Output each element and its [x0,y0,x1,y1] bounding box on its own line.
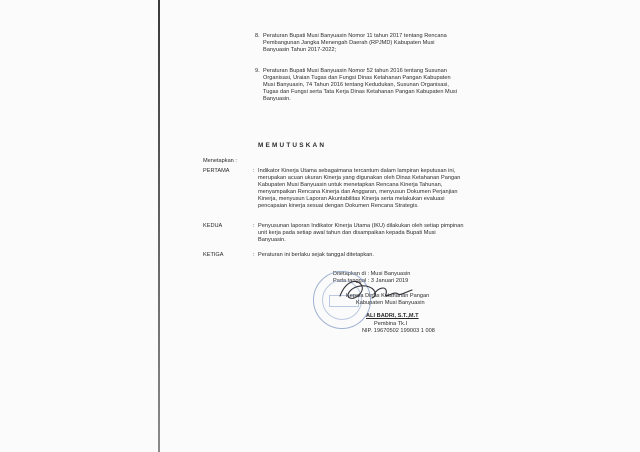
official-name: ALI BADRI, S.T.,M.T [366,313,419,319]
item-9-line-1: Peraturan Bupati Musi Banyuasin Nomor 52 tahun 2016 tentang Susunan [263,68,447,74]
pertama-label: PERTAMA [203,168,230,174]
menetapkan-label: Menetapkan : [203,158,237,164]
pertama-line-2: merupakan acuan ukuran Kinerja yang digunakan oleh Dinas Ketahanan Pangan [258,175,461,181]
ketiga-label: KETIGA [203,252,224,258]
handwritten-signature [336,272,416,306]
item-9-line-2: Organisasi, Uraian Tugas dan Fungsi Dinas Ketahanan Pangan Kabupaten [263,75,451,81]
date-line: Pada tanggal : 3 Januari 2019 [333,278,409,284]
kedua-line-1: Penyusunan laporan Indikator Kinerja Utama (IKU) dilakukan oleh setiap pimpinan [258,223,464,229]
pertama-line-5: Kinerja, menyusun Laporan Akuntabilitas Kinerja serta melakukan evaluasi [258,196,445,202]
pertama-line-3: Kabupaten Musi Banyuasin untuk menetapkan Rencana Kinerja Tahunan, [258,182,443,188]
decision-heading: MEMUTUSKAN [258,142,327,149]
item-9-line-5: Banyuasin. [263,96,291,102]
item-8-line-3: Banyuasin Tahun 2017-2022; [263,47,337,53]
office-line-1: Kepala Dinas Ketahanan Pangan [346,293,430,299]
kedua-colon: : [253,223,255,229]
item-8-line-2: Pembangunan Jangka Menengah Daerah (RPJMD) Kabupaten Musi [263,40,435,46]
item-9-number: 9. [255,68,260,74]
pertama-colon: : [253,168,255,174]
pertama-line-4: menyampaikan Rencana Kinerja dan Anggaran, menyusun Dokumen Perjanjian [258,189,458,195]
kedua-line-2: unit kerja pada setiap awal tahun dan disampaikan kepada Bupati Musi [258,230,436,236]
scan-shadow-edge [158,0,160,452]
pertama-line-1: Indikator Kinerja Utama sebagaimana tercantum dalam lampiran keputusan ini, [258,168,456,174]
pertama-line-6: pencapaian kinerja sesuai dengan Dokumen Rencana Strategis. [258,203,419,209]
official-nip: NIP. 19670502 199003 1 008 [362,328,435,334]
kedua-line-3: Banyuasin. [258,237,286,243]
official-rank: Pembina Tk.I [374,321,408,327]
kedua-label: KEDUA [203,223,223,229]
item-9-line-3: Musi Banyuasin, 74 Tahun 2016 tentang Kedudukan, Susunan Organisasi, [263,82,449,88]
item-8-number: 8. [255,33,260,39]
office-line-2: Kabupaten Musi Banyuasin [356,300,425,306]
item-9-line-4: Tugas dan Fungsi serta Tata Kerja Dinas Ketahanan Pangan Kabupaten Musi [263,89,457,95]
place-line: Ditetapkan di : Musi Banyuasin [333,271,411,277]
item-8-line-1: Peraturan Bupati Musi Banyuasin Nomor 11 tahun 2017 tentang Rencana [263,33,447,39]
ketiga-colon: : [253,252,255,258]
ketiga-line-1: Peraturan ini berlaku sejak tanggal ditetapkan. [258,252,374,258]
